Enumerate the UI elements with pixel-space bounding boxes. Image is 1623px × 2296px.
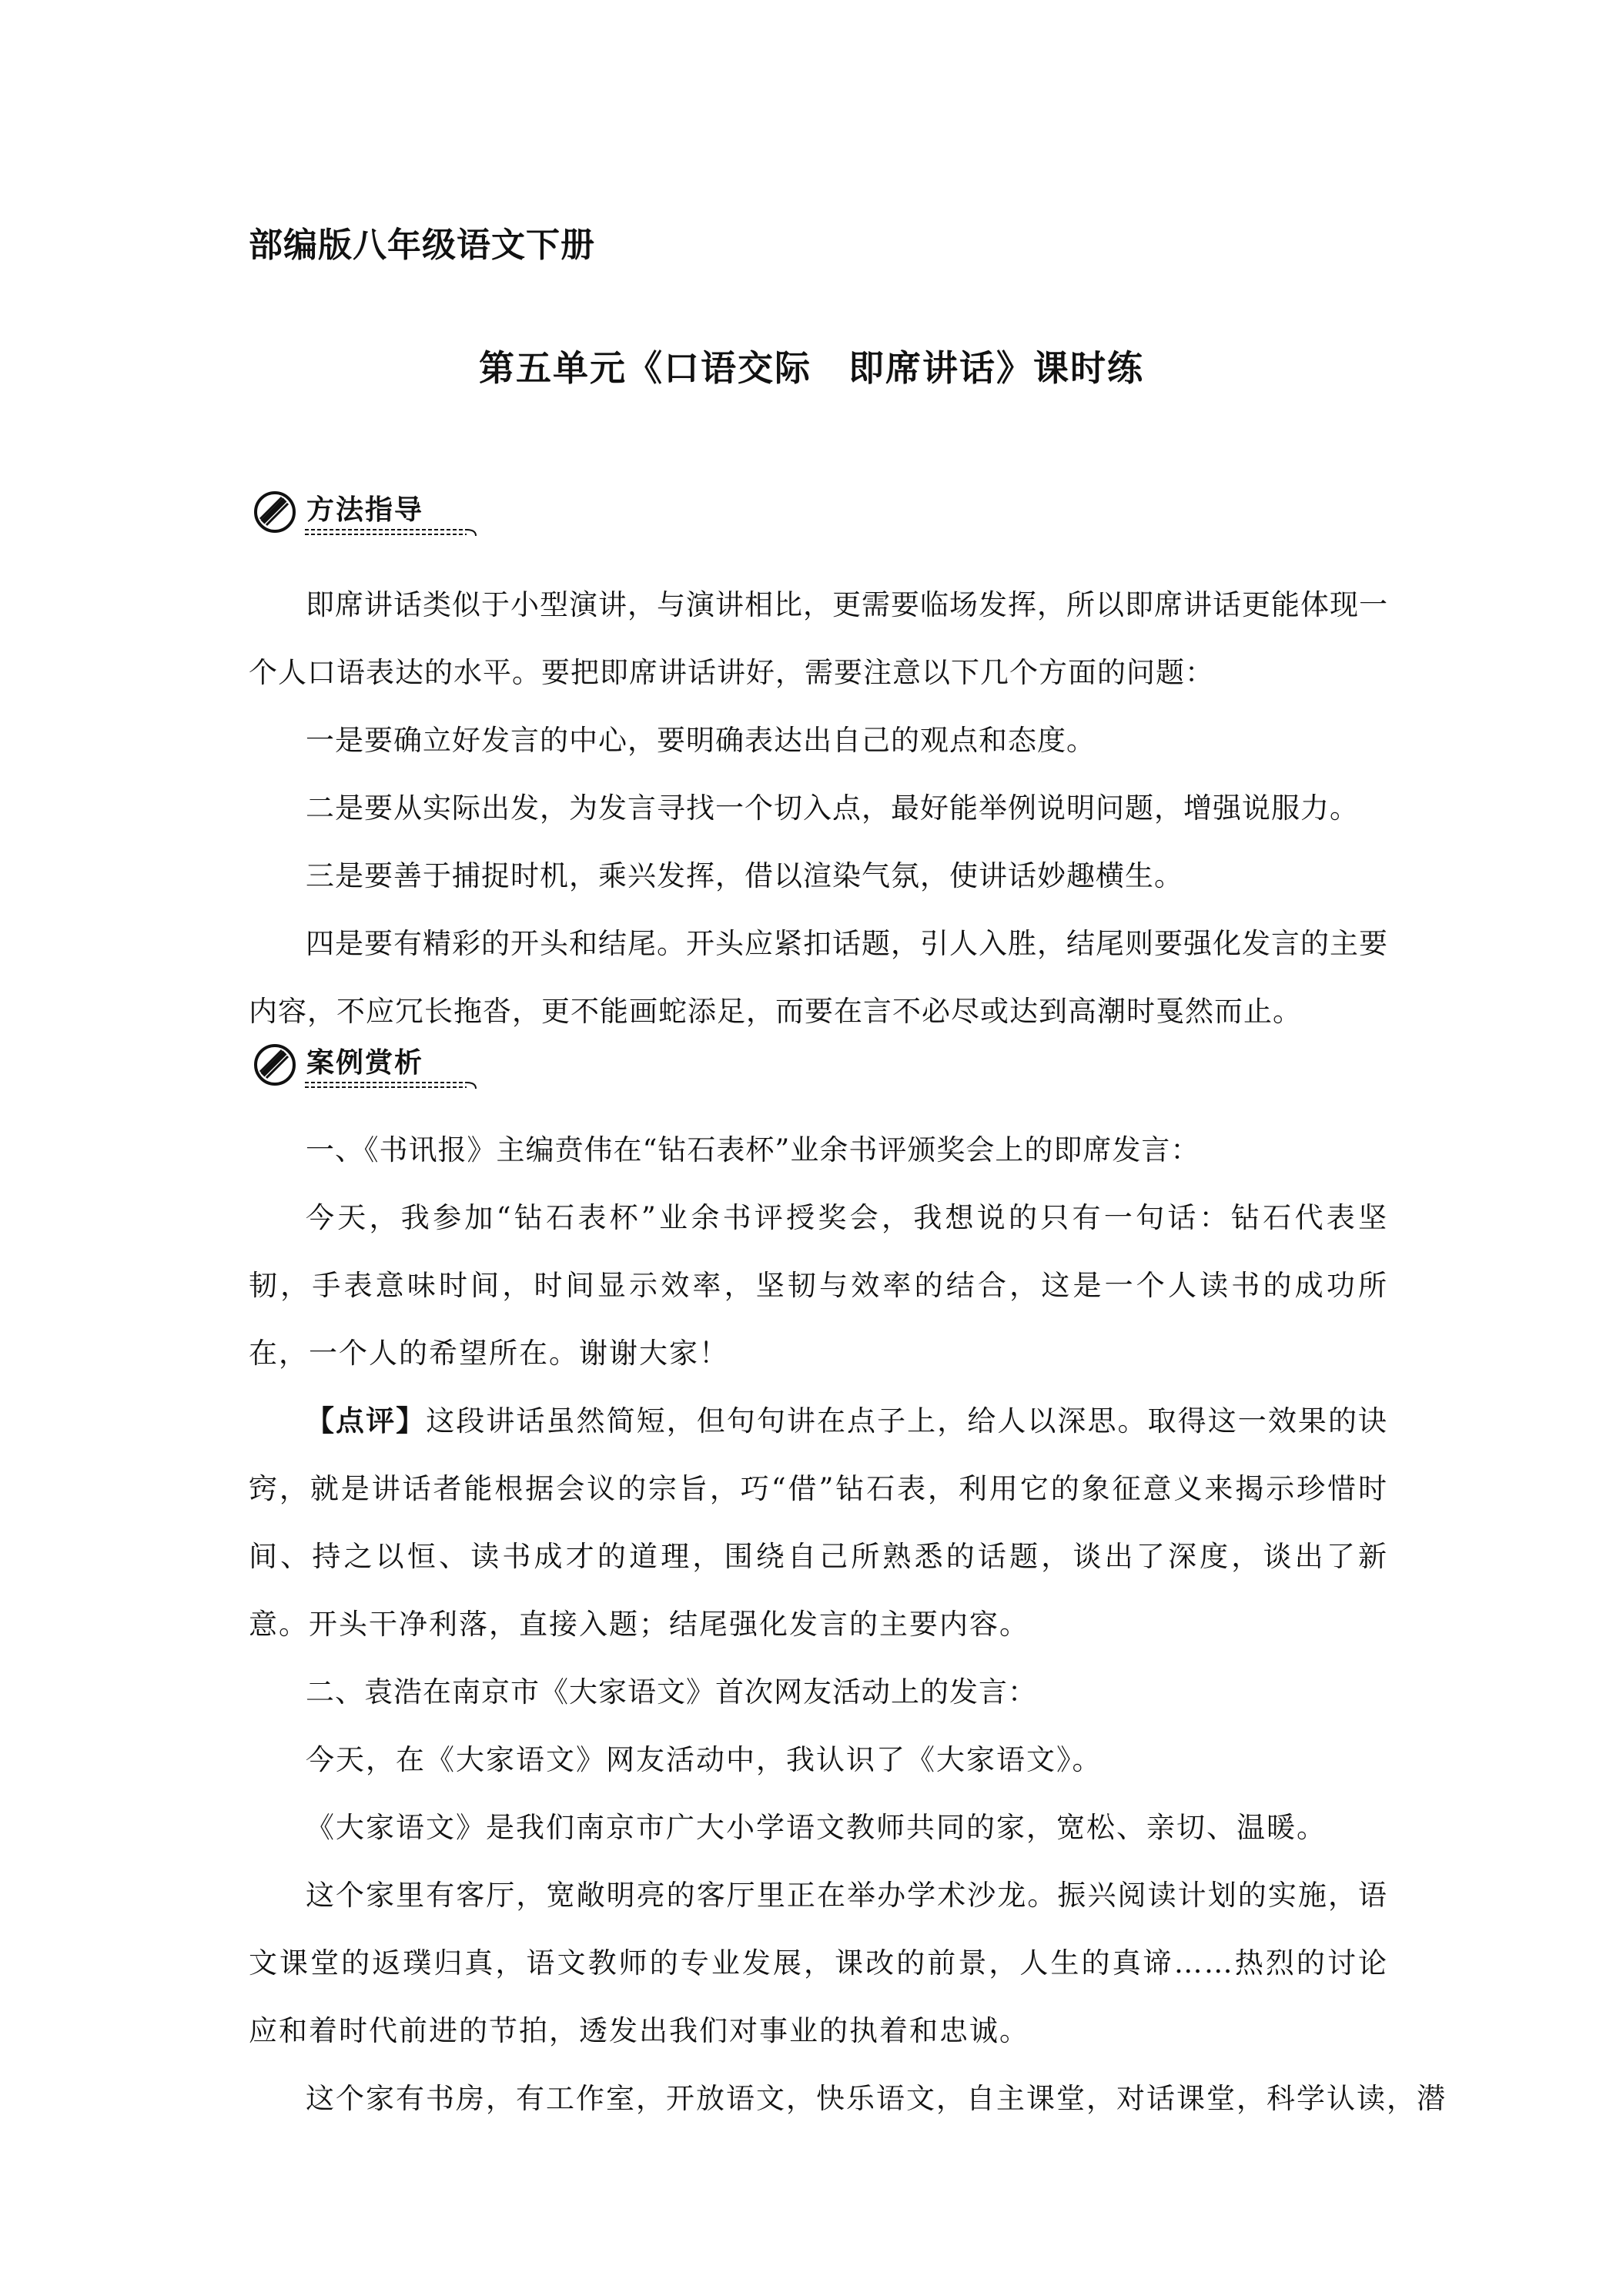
section-heading-label: 案例赏析 [306,1047,424,1079]
method-point-2: 二是要从实际出发，为发言寻找一个切入点，最好能举例说明问题，增强说服力。 [306,792,1359,825]
method-point-3: 三是要善于捕捉时机，乘兴发挥，借以渲染气氛，使讲话妙趣横生。 [306,859,1183,892]
pen-circle-icon [253,1043,297,1087]
case-1-speech: 今天，我参加“钻石表杯”业余书评授奖会，我想说的只有一句话：钻石代表坚韧，手表意味时间，时间显示效率，坚韧与效率的结合，这是一个人读书的成功所在，一个人的希望所在。谢谢大家！ [249,1201,1388,1370]
heading-underline [305,1079,698,1092]
section-heading-method [253,484,507,537]
case-2-para-3: 这个家里有客厅，宽敞明亮的客厅里正在举办学术沙龙。振兴阅读计划的实施，语文课堂的返璞归真，语文教师的专业发展，课改的前景，人生的真谛……热烈的讨论应和着时代前进的节拍，透发出我们对事业的执着和忠诚。 [249,1879,1388,2047]
heading-underline [305,527,698,539]
method-intro: 即席讲话类似于小型演讲，与演讲相比，更需要临场发挥，所以即席讲话更能体现一个人口语表达的水平。要把即席讲话讲好，需要注意以下几个方面的问题： [249,588,1388,689]
comment-text: 这段讲话虽然简短，但句句讲在点子上，给人以深思。取得这一效果的诀窍，就是讲话者能根据会议的宗旨，巧“借”钻石表，利用它的象征意义来揭示珍惜时间、持之以恒、读书成才的道理，围绕自己所熟悉的话题，谈出了深度，谈出了新意。开头干净利落，直接入题；结尾强化发言的主要内容。 [249,1404,1389,1641]
pen-circle-icon [253,490,297,534]
comment-tag: 【点评】 [306,1404,427,1438]
case-2-para-2: 《大家语文》是我们南京市广大小学语文教师共同的家，宽松、亲切、温暖。 [306,1811,1327,1844]
case-2-para-4: 这个家有书房，有工作室，开放语文，快乐语文，自主课堂，对话课堂，科学认读，潜 [306,2082,1447,2115]
page-title: 第五单元《口语交际 即席讲话》课时练 [479,347,1144,389]
case-1-comment [249,1387,1388,1658]
case-1-intro: 一、《书讯报》主编贲伟在“钻石表杯”业余书评颁奖会上的即席发言： [306,1133,1200,1166]
book-label: 部编版八年级语文下册 [249,226,595,265]
section-heading-cases [253,1036,507,1090]
case-2-intro: 二、袁浩在南京市《大家语文》首次网友活动上的发言： [306,1675,1037,1709]
case-2-para-1: 今天，在《大家语文》网友活动中，我认识了《大家语文》。 [306,1743,1103,1776]
method-point-4: 四是要有精彩的开头和结尾。开头应紧扣话题，引人入胜，结尾则要强化发言的主要内容，不应冗长拖沓，更不能画蛇添足，而要在言不必尽或达到高潮时戛然而止。 [249,927,1388,1028]
section-heading-label: 方法指导 [306,494,424,526]
method-point-1: 一是要确立好发言的中心，要明确表达出自己的观点和态度。 [306,724,1096,757]
